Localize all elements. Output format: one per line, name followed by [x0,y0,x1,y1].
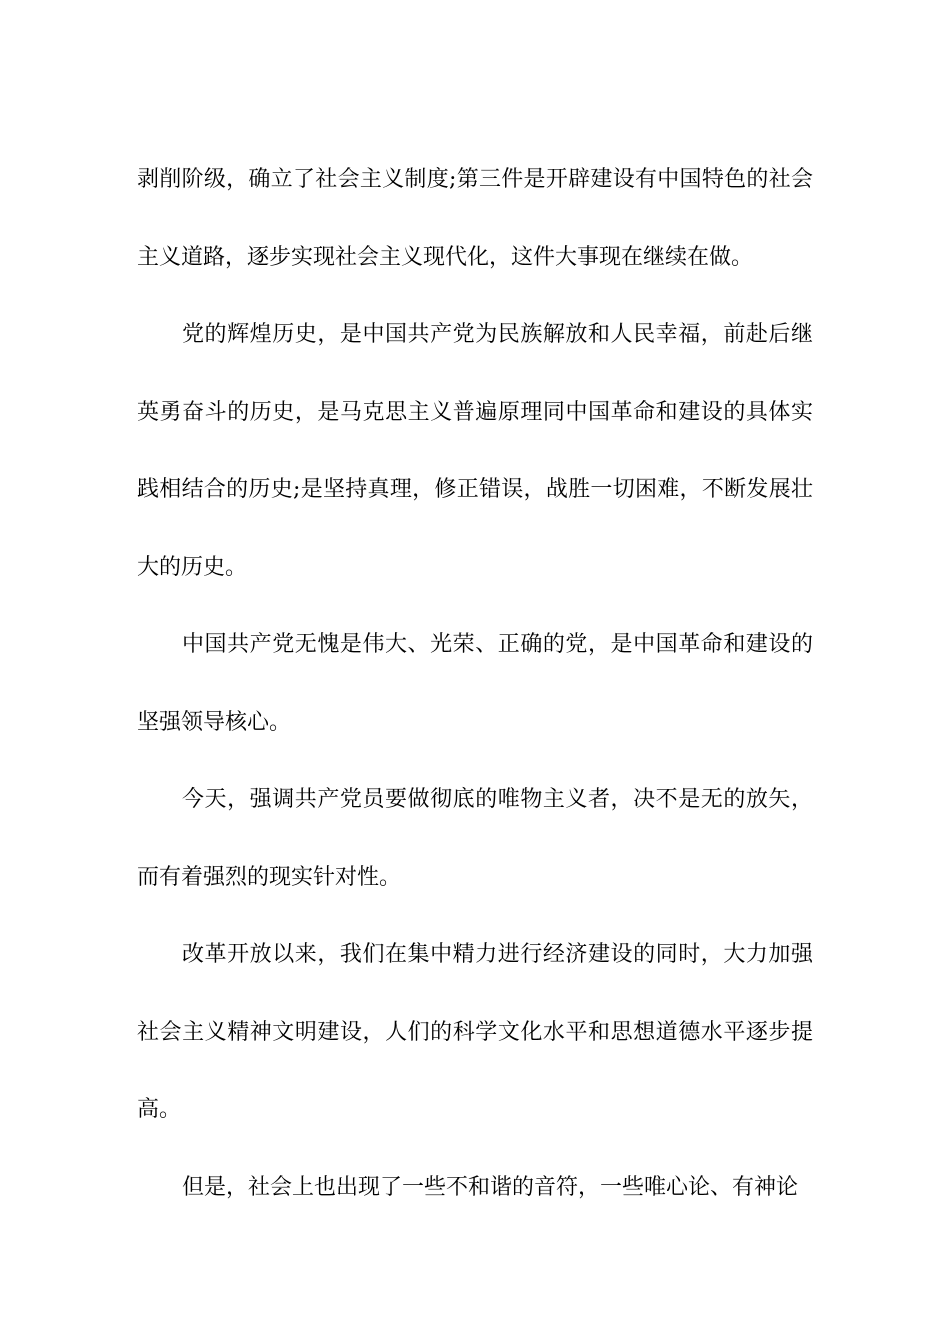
paragraph-3: 中国共产党无愧是伟大、光荣、正确的党，是中国革命和建设的坚强领导核心。 [137,632,813,735]
paragraph-6: 但是，社会上也出现了一些不和谐的音符，一些唯心论、有神论 [182,1174,799,1200]
paragraph-2: 党的辉煌历史，是中国共产党为民族解放和人民幸福，前赴后继英勇奋斗的历史，是马克思主义普遍原理同中国革命和建设的具体实践相结合的历史;是坚持真理，修正错误，战胜一切困难，不断发展壮大的历史。 [137,322,813,580]
document-body [137,141,813,1226]
paragraph-5: 改革开放以来，我们在集中精力进行经济建设的同时，大力加强社会主义精神文明建设，人们的科学文化水平和思想道德水平逐步提高。 [137,942,813,1122]
paragraph-1: 剥削阶级，确立了社会主义制度;第三件是开辟建设有中国特色的社会主义道路，逐步实现社会主义现代化，这件大事现在继续在做。 [137,167,813,270]
paragraph-4: 今天，强调共产党员要做彻底的唯物主义者，决不是无的放矢，而有着强烈的现实针对性。 [137,787,813,890]
